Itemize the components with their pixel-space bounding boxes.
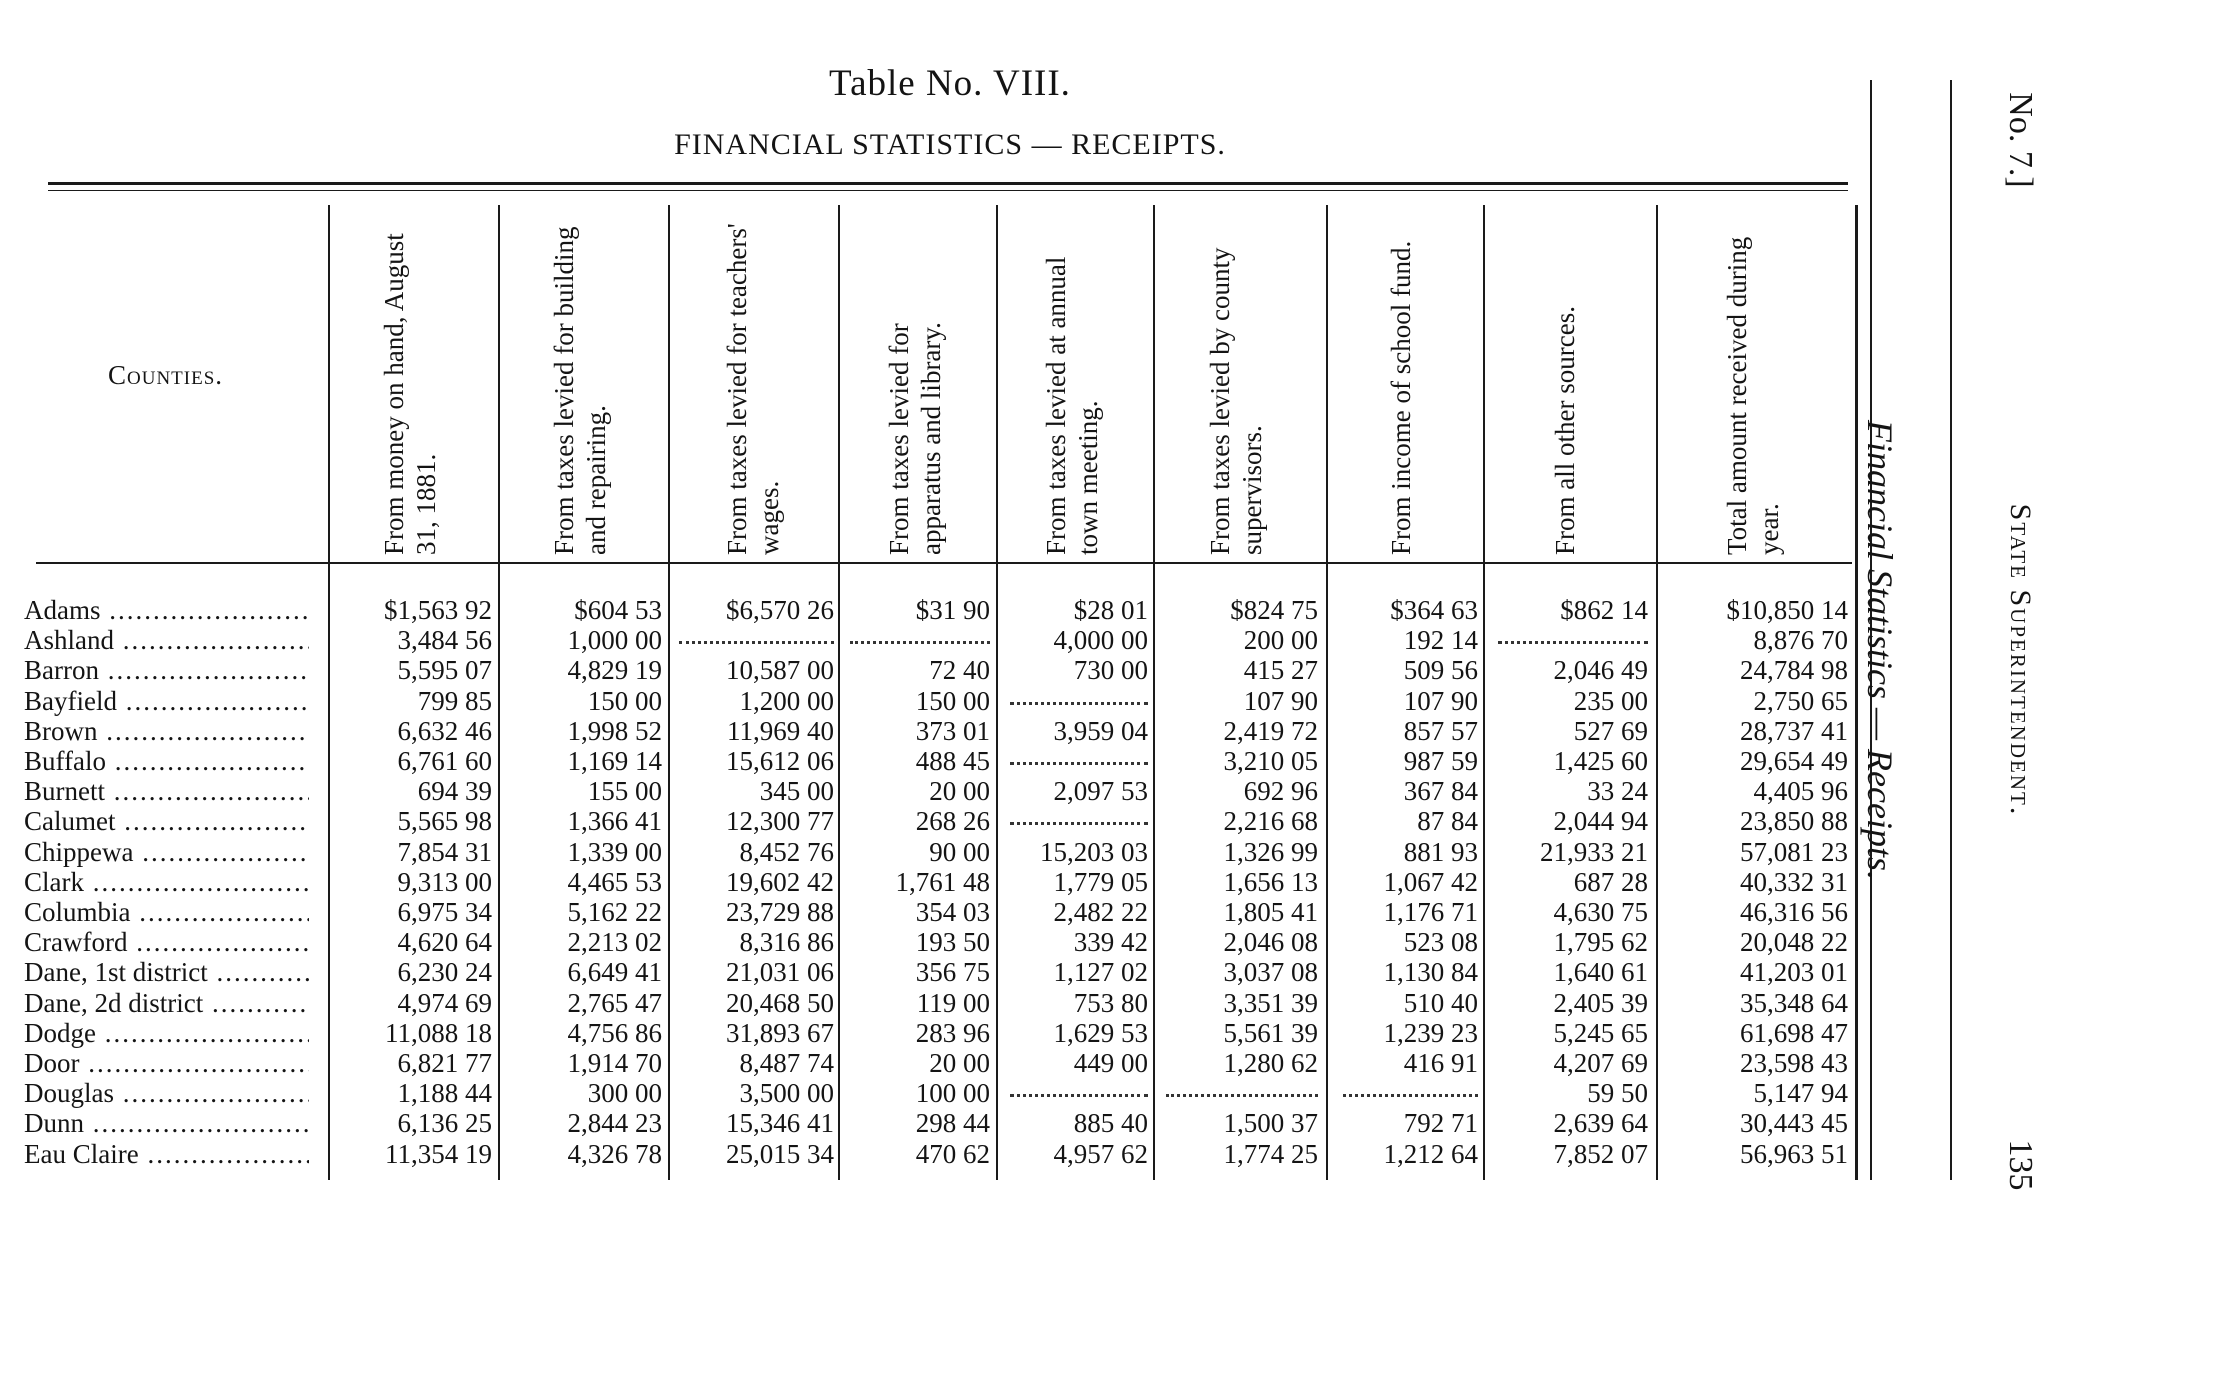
value-cell: 3,037 08 — [1223, 957, 1318, 988]
value-cell: 2,639 64 — [1553, 1108, 1648, 1139]
value-cell: 6,136 25 — [397, 1108, 492, 1139]
empty-cell — [1010, 1078, 1148, 1097]
value-cell: 23,598 43 — [1740, 1048, 1848, 1078]
value-cell: 416 91 — [1403, 1048, 1478, 1078]
value-cell: 449 00 — [1073, 1048, 1148, 1078]
column-header-9: Total amount received during year. — [1722, 236, 1784, 555]
table-row — [0, 988, 1870, 1018]
value-cell: 339 42 — [1073, 927, 1148, 958]
value-cell: 21,933 21 — [1540, 836, 1648, 867]
value-cell: 150 00 — [915, 685, 990, 716]
value-cell: 11,969 40 — [727, 715, 834, 746]
value-cell: 72 40 — [929, 655, 990, 686]
value-cell: 2,097 53 — [1053, 776, 1148, 807]
value-cell: 509 56 — [1403, 655, 1478, 686]
value-cell: 8,876 70 — [1753, 625, 1848, 656]
value-cell: 3,210 05 — [1223, 746, 1318, 776]
value-cell: 23,729 88 — [726, 897, 834, 927]
county-name: Bayfield ..... — [24, 686, 309, 717]
value-cell: 192 14 — [1403, 625, 1478, 656]
table-row — [0, 957, 1870, 987]
value-cell: 4,326 78 — [567, 1138, 662, 1169]
value-cell: 470 62 — [915, 1138, 990, 1169]
value-cell: 300 00 — [587, 1078, 662, 1109]
value-cell: 33 24 — [1587, 776, 1648, 807]
column-header-2: From taxes levied for building and repairing. — [549, 226, 611, 555]
value-cell: 40,332 31 — [1740, 866, 1848, 897]
value-cell: 107 90 — [1243, 685, 1318, 716]
value-cell: 61,698 47 — [1740, 1017, 1848, 1048]
value-cell: 1,629 53 — [1053, 1017, 1148, 1048]
value-cell: 4,620 64 — [397, 927, 492, 958]
column-header-4: From taxes levied for apparatus and library. — [884, 322, 946, 555]
value-cell: 6,975 34 — [397, 897, 492, 927]
value-cell: 15,203 03 — [1040, 836, 1148, 867]
value-cell: 1,200 00 — [739, 685, 834, 716]
value-cell: 6,649 41 — [567, 957, 662, 988]
value-cell: 21,031 06 — [726, 957, 834, 988]
value-cell: 523 08 — [1403, 927, 1478, 958]
value-cell: 15,612 06 — [726, 746, 834, 776]
value-cell: 1,779 05 — [1053, 866, 1148, 897]
empty-cell — [1343, 1078, 1478, 1097]
page-number: 135 — [2002, 1139, 2039, 1191]
empty-cell — [1010, 746, 1148, 765]
table-row — [0, 776, 1870, 806]
value-cell: 1,998 52 — [567, 715, 662, 746]
table-subtitle: FINANCIAL STATISTICS — RECEIPTS. — [674, 128, 1226, 161]
value-cell: 2,213 02 — [567, 927, 662, 958]
value-cell: 373 01 — [915, 715, 990, 746]
county-name: Ashland ..... — [24, 625, 309, 656]
value-cell: 510 40 — [1403, 987, 1478, 1018]
value-cell: 4,974 69 — [397, 987, 492, 1018]
value-cell: 857 57 — [1403, 715, 1478, 746]
value-cell: 100 00 — [915, 1078, 990, 1109]
value-cell: 8,316 86 — [739, 927, 834, 958]
value-cell: 753 80 — [1073, 987, 1148, 1018]
table-row — [0, 837, 1870, 867]
outer-vertical-rule-right — [1950, 80, 1952, 1180]
value-cell: 4,630 75 — [1553, 897, 1648, 927]
empty-cell — [850, 625, 990, 644]
value-cell: 11,354 19 — [385, 1138, 492, 1169]
top-rule-thin — [48, 190, 1848, 191]
value-cell: 2,046 08 — [1223, 927, 1318, 958]
value-cell: 987 59 — [1403, 746, 1478, 776]
value-cell: 28,737 41 — [1740, 715, 1848, 746]
value-cell: 1,067 42 — [1383, 866, 1478, 897]
header-bottom-rule — [36, 562, 1852, 564]
value-cell: 527 69 — [1573, 715, 1648, 746]
value-cell: 1,805 41 — [1223, 897, 1318, 927]
table-row — [0, 655, 1870, 685]
value-cell: 56,963 51 — [1740, 1138, 1848, 1169]
value-cell: $364 63 — [1390, 595, 1478, 625]
value-cell: 15,346 41 — [726, 1108, 834, 1139]
value-cell: 155 00 — [587, 776, 662, 807]
column-header-3: From taxes levied for teachers' wages. — [721, 223, 784, 555]
value-cell: 2,750 65 — [1753, 685, 1848, 716]
value-cell: 6,632 46 — [397, 715, 492, 746]
value-cell: $1,563 92 — [384, 595, 492, 625]
value-cell: 1,774 25 — [1223, 1138, 1318, 1169]
county-name: Douglas ..... — [24, 1078, 309, 1109]
value-cell: 2,046 49 — [1553, 655, 1648, 686]
value-cell: 1,640 61 — [1553, 957, 1648, 988]
value-cell: 1,239 23 — [1383, 1017, 1478, 1048]
value-cell: 2,405 39 — [1553, 987, 1648, 1018]
table-row — [0, 1078, 1870, 1108]
value-cell: 6,761 60 — [397, 746, 492, 776]
table-row — [0, 1139, 1870, 1169]
value-cell: 4,829 19 — [567, 655, 662, 686]
value-cell: 3,959 04 — [1053, 715, 1148, 746]
value-cell: 35,348 64 — [1740, 987, 1848, 1018]
value-cell: 298 44 — [915, 1108, 990, 1139]
value-cell: $10,850 14 — [1726, 595, 1848, 625]
value-cell: 20 00 — [929, 1048, 990, 1078]
value-cell: 692 96 — [1243, 776, 1318, 807]
column-header-6: From taxes levied by county supervisors. — [1205, 247, 1267, 555]
value-cell: 1,500 37 — [1223, 1108, 1318, 1139]
value-cell: 2,482 22 — [1053, 897, 1148, 927]
county-name: Dodge ..... — [24, 1018, 309, 1049]
column-header-5: From taxes levied at annual town meeting. — [1041, 256, 1103, 555]
value-cell: 23,850 88 — [1740, 806, 1848, 837]
value-cell: 268 26 — [915, 806, 990, 837]
county-name: Barron ..... — [24, 655, 309, 686]
value-cell: 1,176 71 — [1383, 897, 1478, 927]
value-cell: 31,893 67 — [726, 1017, 834, 1048]
value-cell: 4,405 96 — [1753, 776, 1848, 807]
value-cell: 20,468 50 — [726, 987, 834, 1018]
side-title: Financial Statistics — Receipts. — [1860, 420, 1900, 880]
value-cell: 57,081 23 — [1740, 836, 1848, 867]
value-cell: 345 00 — [759, 776, 834, 807]
value-cell: 1,169 14 — [567, 746, 662, 776]
value-cell: 90 00 — [929, 836, 990, 867]
value-cell: 885 40 — [1073, 1108, 1148, 1139]
table-title: Table No. VIII. — [829, 63, 1071, 104]
table-row — [0, 897, 1870, 927]
empty-cell — [1498, 625, 1648, 644]
value-cell: 29,654 49 — [1740, 746, 1848, 776]
value-cell: 5,162 22 — [567, 897, 662, 927]
value-cell: 5,561 39 — [1223, 1017, 1318, 1048]
table-row — [0, 625, 1870, 655]
table-row — [0, 1108, 1870, 1138]
value-cell: $862 14 — [1560, 595, 1648, 625]
value-cell: 5,245 65 — [1553, 1017, 1648, 1048]
value-cell: 41,203 01 — [1740, 957, 1848, 988]
value-cell: 87 84 — [1417, 806, 1478, 837]
value-cell: 2,765 47 — [567, 987, 662, 1018]
value-cell: 1,188 44 — [397, 1078, 492, 1109]
value-cell: 5,565 98 — [397, 806, 492, 837]
value-cell: 881 93 — [1403, 836, 1478, 867]
value-cell: 119 00 — [916, 987, 990, 1018]
value-cell: 19,602 42 — [726, 866, 834, 897]
value-cell: 354 03 — [915, 897, 990, 927]
running-number: No. 7.] — [2002, 92, 2039, 188]
value-cell: 2,044 94 — [1553, 806, 1648, 837]
value-cell: 1,339 00 — [567, 836, 662, 867]
table-row — [0, 867, 1870, 897]
table-row — [0, 746, 1870, 776]
value-cell: 4,957 62 — [1053, 1138, 1148, 1169]
county-name: Adams ..... — [24, 595, 309, 626]
value-cell: 1,425 60 — [1553, 746, 1648, 776]
value-cell: 1,280 62 — [1223, 1048, 1318, 1078]
value-cell: 12,300 77 — [726, 806, 834, 837]
value-cell: 200 00 — [1243, 625, 1318, 656]
running-head: State Superintendent. — [2004, 503, 2037, 817]
county-name: Buffalo ..... — [24, 746, 309, 777]
column-header-7: From income of school fund. — [1385, 240, 1416, 555]
value-cell: 235 00 — [1573, 685, 1648, 716]
value-cell: 283 96 — [915, 1017, 990, 1048]
county-name: Columbia ..... — [24, 897, 309, 928]
value-cell: 193 50 — [915, 927, 990, 958]
value-cell: 5,147 94 — [1753, 1078, 1848, 1109]
value-cell: 3,351 39 — [1223, 987, 1318, 1018]
value-cell: 4,756 86 — [567, 1017, 662, 1048]
counties-header: Counties. — [108, 360, 224, 390]
value-cell: 20,048 22 — [1740, 927, 1848, 958]
value-cell: 367 84 — [1403, 776, 1478, 807]
value-cell: 356 75 — [915, 957, 990, 988]
value-cell: 687 28 — [1573, 866, 1648, 897]
value-cell: 7,852 07 — [1553, 1138, 1648, 1169]
value-cell: 415 27 — [1243, 655, 1318, 686]
table-row — [0, 1048, 1870, 1078]
value-cell: $604 53 — [574, 595, 662, 625]
county-name: Clark ..... — [24, 867, 309, 898]
value-cell: 1,795 62 — [1553, 927, 1648, 958]
value-cell: 4,000 00 — [1053, 625, 1148, 656]
value-cell: 6,821 77 — [397, 1048, 492, 1078]
value-cell: 4,465 53 — [567, 866, 662, 897]
value-cell: 59 50 — [1587, 1078, 1648, 1109]
value-cell: 11,088 18 — [385, 1017, 492, 1048]
value-cell: $31 90 — [915, 595, 990, 625]
table-row — [0, 595, 1870, 625]
value-cell: 8,452 76 — [739, 836, 834, 867]
value-cell: 3,484 56 — [397, 625, 492, 656]
value-cell: 1,127 02 — [1053, 957, 1148, 988]
value-cell: 8,487 74 — [739, 1048, 834, 1078]
table-row — [0, 806, 1870, 836]
value-cell: 2,419 72 — [1223, 715, 1318, 746]
column-header-1: From money on hand, August 31, 1881. — [379, 233, 441, 555]
county-name: Crawford ..... — [24, 927, 309, 958]
value-cell: 1,656 13 — [1223, 866, 1318, 897]
value-cell: 5,595 07 — [397, 655, 492, 686]
value-cell: 4,207 69 — [1553, 1048, 1648, 1078]
value-cell: 150 00 — [587, 685, 662, 716]
value-cell: 1,326 99 — [1223, 836, 1318, 867]
county-name: Chippewa ..... — [24, 837, 309, 868]
value-cell: $824 75 — [1230, 595, 1318, 625]
value-cell: 1,914 70 — [567, 1048, 662, 1078]
value-cell: 6,230 24 — [397, 957, 492, 988]
county-name: Dunn ..... — [24, 1108, 309, 1139]
value-cell: 1,761 48 — [895, 866, 990, 897]
value-cell: 1,212 64 — [1383, 1138, 1478, 1169]
value-cell: 24,784 98 — [1740, 655, 1848, 686]
value-cell: 9,313 00 — [397, 866, 492, 897]
value-cell: 107 90 — [1403, 685, 1478, 716]
table-row — [0, 1018, 1870, 1048]
value-cell: 1,000 00 — [567, 625, 662, 656]
value-cell: 694 39 — [417, 776, 492, 807]
table-row — [0, 716, 1870, 746]
value-cell: 799 85 — [417, 685, 492, 716]
value-cell: 25,015 34 — [726, 1138, 834, 1169]
value-cell: 2,216 68 — [1223, 806, 1318, 837]
column-header-8: From all other sources. — [1550, 306, 1580, 555]
empty-cell — [1010, 806, 1148, 825]
value-cell: 7,854 31 — [397, 836, 492, 867]
empty-cell — [679, 625, 834, 644]
empty-cell — [1010, 686, 1148, 705]
value-cell: 1,366 41 — [567, 806, 662, 837]
value-cell: 20 00 — [929, 776, 990, 807]
county-name: Burnett ..... — [24, 776, 309, 807]
value-cell: 46,316 56 — [1740, 897, 1848, 927]
value-cell: $6,570 26 — [726, 595, 834, 625]
value-cell: 730 00 — [1073, 655, 1148, 686]
value-cell: 30,443 45 — [1740, 1108, 1848, 1139]
value-cell: $28 01 — [1073, 595, 1148, 625]
value-cell: 792 71 — [1403, 1108, 1478, 1139]
value-cell: 488 45 — [915, 746, 990, 776]
empty-cell — [1166, 1078, 1318, 1097]
county-name: Brown ..... — [24, 716, 309, 747]
value-cell: 2,844 23 — [567, 1108, 662, 1139]
table-row — [0, 686, 1870, 716]
top-rule-thick — [48, 182, 1848, 185]
value-cell: 1,130 84 — [1383, 957, 1478, 988]
value-cell: 3,500 00 — [739, 1078, 834, 1109]
county-name: Eau Claire ..... — [24, 1139, 309, 1170]
county-name: Dane, 1st district ..... — [24, 957, 309, 988]
value-cell: 10,587 00 — [726, 655, 834, 686]
table-row — [0, 927, 1870, 957]
county-name: Calumet ..... — [24, 806, 309, 837]
county-name: Dane, 2d district ..... — [24, 988, 309, 1019]
county-name: Door ..... — [24, 1048, 309, 1079]
